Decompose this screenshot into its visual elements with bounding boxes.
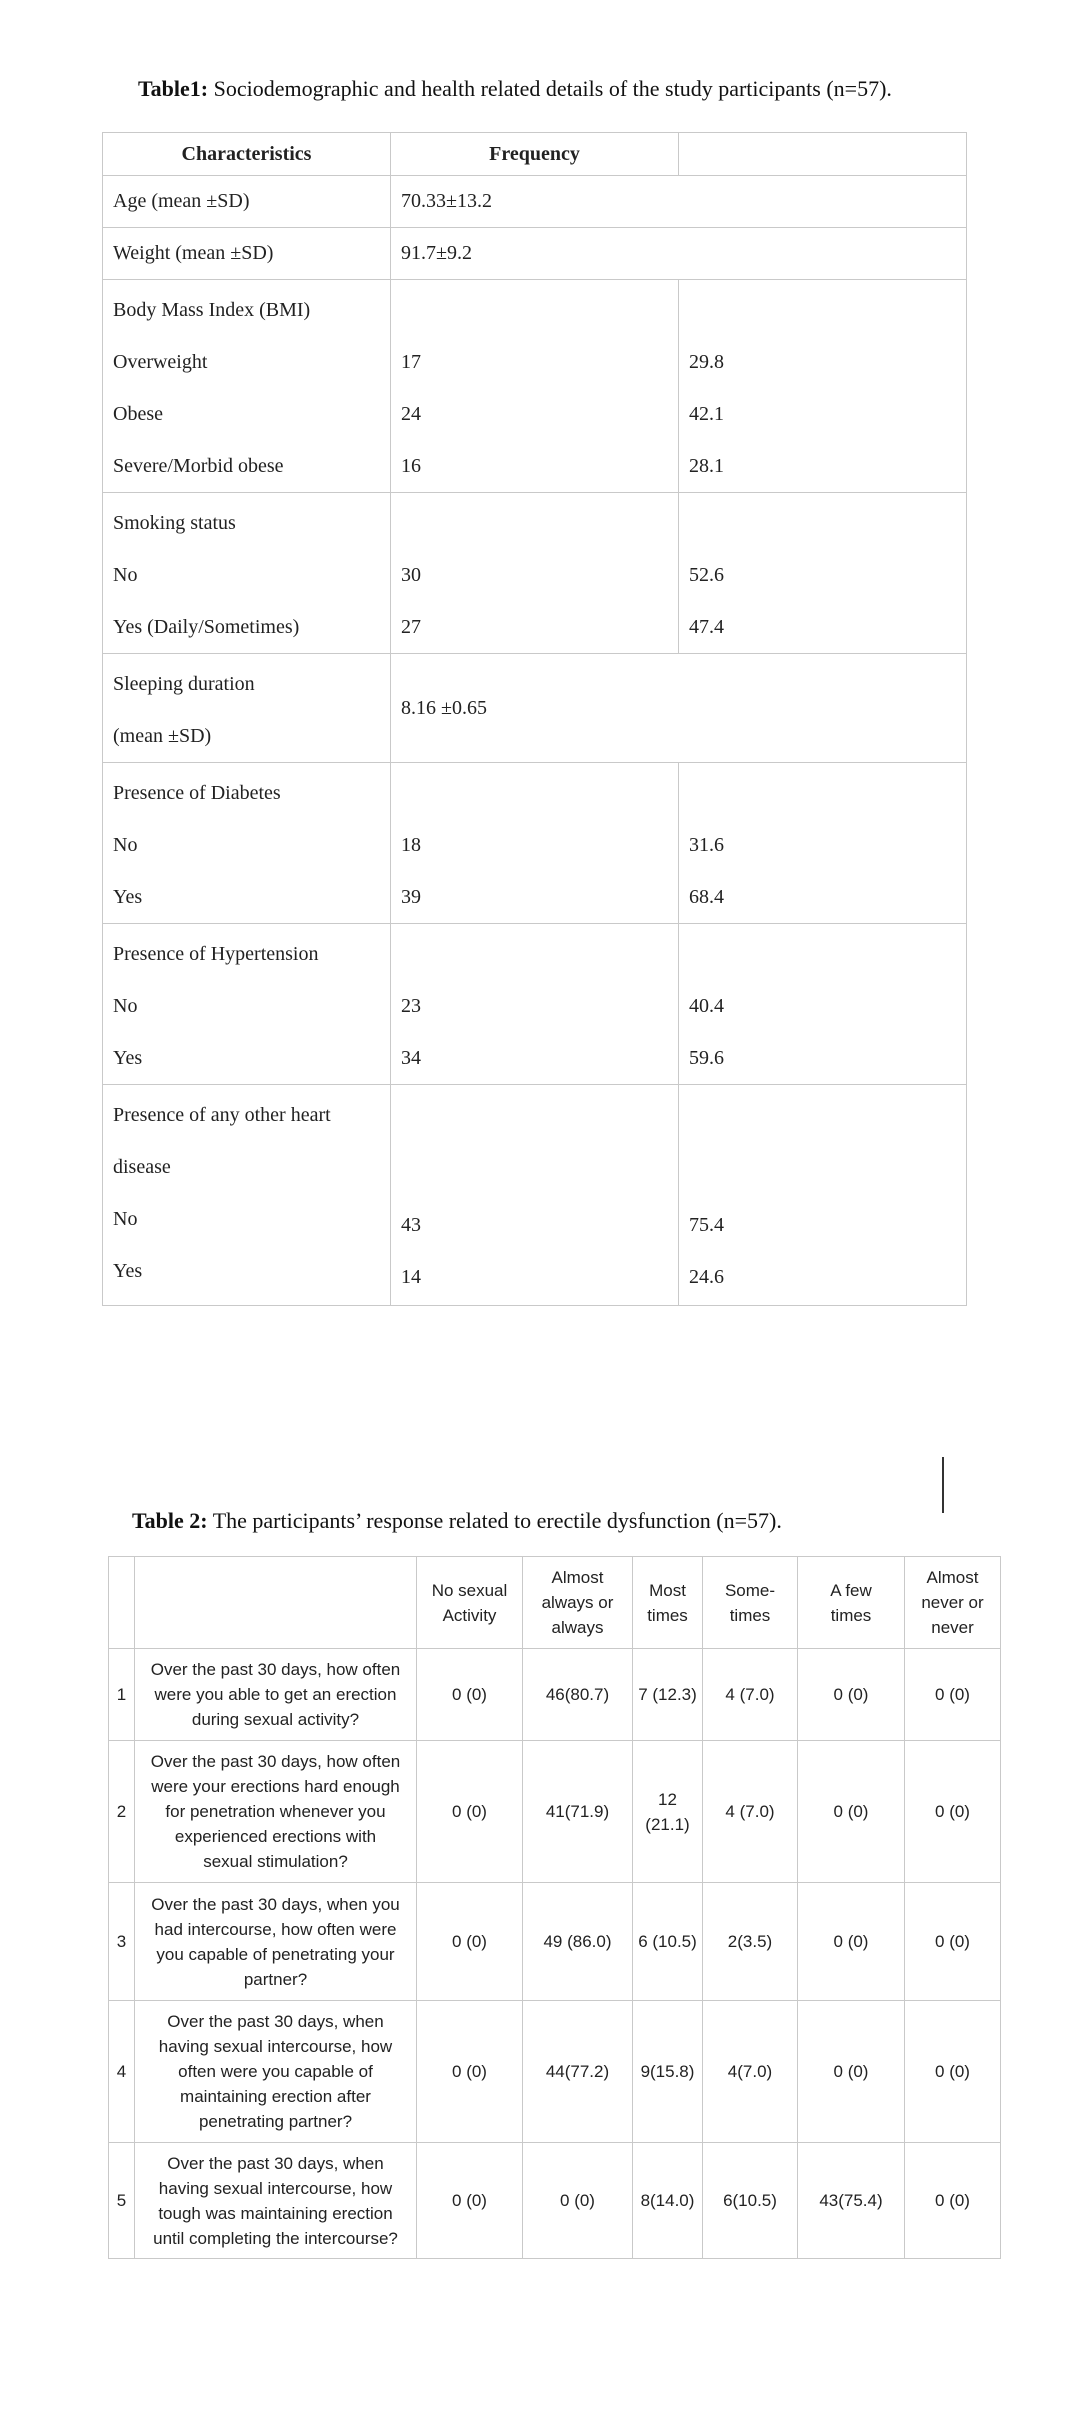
table1-row-bmi: [103, 280, 967, 493]
table1-header-frequency: Frequency: [391, 133, 679, 176]
hypertension-yes-pct: 59.6: [689, 1047, 724, 1069]
table2-caption-text: The participants’ response related to erectile dysfunction (n=57).: [207, 1508, 782, 1533]
cell-most-times: 8(14.0): [633, 2143, 703, 2259]
bmi-obese-pct: 42.1: [689, 403, 724, 425]
heart-heading-line1: Presence of any other heart: [113, 1104, 331, 1126]
diabetes-no-n: 18: [401, 834, 421, 856]
table1-caption-label: Table1:: [138, 76, 209, 101]
table1-row-sleep: [103, 654, 967, 763]
row-question: Over the past 30 days, when having sexual intercourse, how often were you capable of maintaining erection after penetrating partner?: [135, 2001, 417, 2143]
table-row: [109, 1649, 1001, 1741]
diabetes-no-label: No: [113, 834, 138, 856]
sleep-label-line2: (mean ±SD): [113, 725, 212, 747]
smoking-no-pct: 52.6: [689, 564, 724, 586]
table1-header-characteristics: Characteristics: [103, 133, 391, 176]
cell-no-activity: 0 (0): [417, 1741, 523, 1883]
heart-heading-line2: disease: [113, 1156, 171, 1178]
bmi-obese-n: 24: [401, 403, 421, 425]
cell-most-times: 7 (12.3): [633, 1649, 703, 1741]
table2-header-few-times: A few times: [798, 1557, 905, 1649]
hypertension-yes-label: Yes: [113, 1047, 143, 1069]
table1-row-age: [103, 176, 967, 228]
heart-yes-n: 14: [401, 1266, 421, 1288]
bmi-obese-label: Obese: [113, 403, 163, 425]
table-row: [109, 2143, 1001, 2259]
row-number: 2: [109, 1741, 135, 1883]
table2-header-sometimes: Some- times: [703, 1557, 798, 1649]
table-row: [109, 2001, 1001, 2143]
age-label: Age (mean ±SD): [113, 190, 250, 212]
row-question: Over the past 30 days, how often were you able to get an erection during sexual activity?: [135, 1649, 417, 1741]
table2-caption-label: Table 2:: [132, 1508, 208, 1533]
table1-row-smoking: [103, 493, 967, 654]
cell-almost-never: 0 (0): [905, 1883, 1001, 2001]
cell-sometimes: 6(10.5): [703, 2143, 798, 2259]
hypertension-no-label: No: [113, 995, 138, 1017]
smoking-yes-n: 27: [401, 616, 421, 638]
table-row: [109, 1883, 1001, 2001]
row-question: Over the past 30 days, when you had intercourse, how often were you capable of penetrating your partner?: [135, 1883, 417, 2001]
table1-row-weight: [103, 228, 967, 280]
cell-few-times: 0 (0): [798, 2001, 905, 2143]
hypertension-yes-n: 34: [401, 1047, 421, 1069]
cell-most-times: 9(15.8): [633, 2001, 703, 2143]
heart-no-label: No: [113, 1208, 138, 1230]
cell-no-activity: 0 (0): [417, 2143, 523, 2259]
table2-caption: [132, 1508, 782, 1534]
smoking-yes-label: Yes (Daily/Sometimes): [113, 616, 300, 638]
heart-no-pct: 75.4: [689, 1214, 724, 1236]
diabetes-yes-pct: 68.4: [689, 886, 724, 908]
smoking-no-label: No: [113, 564, 138, 586]
hypertension-heading: Presence of Hypertension: [113, 943, 319, 965]
diabetes-yes-n: 39: [401, 886, 421, 908]
diabetes-yes-label: Yes: [113, 886, 143, 908]
diabetes-heading: Presence of Diabetes: [113, 782, 281, 804]
cell-almost-never: 0 (0): [905, 1741, 1001, 1883]
hypertension-no-n: 23: [401, 995, 421, 1017]
table1-header-row: [103, 133, 967, 176]
table1-caption: [138, 76, 892, 102]
row-number: 3: [109, 1883, 135, 2001]
bmi-severe-pct: 28.1: [689, 455, 724, 477]
bmi-severe-n: 16: [401, 455, 421, 477]
table2-header-row: [109, 1557, 1001, 1649]
table-row: [109, 1741, 1001, 1883]
table2-header-question: [135, 1557, 417, 1649]
cell-almost-never: 0 (0): [905, 2143, 1001, 2259]
age-value: 70.33±13.2: [401, 190, 492, 212]
table2-header-almost-never: Almost never or never: [905, 1557, 1001, 1649]
cell-few-times: 0 (0): [798, 1649, 905, 1741]
smoking-no-n: 30: [401, 564, 421, 586]
smoking-yes-pct: 47.4: [689, 616, 724, 638]
bmi-overweight-label: Overweight: [113, 351, 208, 373]
row-number: 1: [109, 1649, 135, 1741]
table1: [102, 132, 967, 1306]
row-number: 4: [109, 2001, 135, 2143]
cell-almost-always: 44(77.2): [523, 2001, 633, 2143]
bmi-overweight-pct: 29.8: [689, 351, 724, 373]
cell-few-times: 0 (0): [798, 1883, 905, 2001]
cell-sometimes: 4(7.0): [703, 2001, 798, 2143]
text-cursor: [942, 1457, 944, 1513]
table1-caption-text: Sociodemographic and health related details of the study participants (n=57).: [208, 76, 892, 101]
table2-header-num: [109, 1557, 135, 1649]
bmi-overweight-n: 17: [401, 351, 421, 373]
bmi-severe-label: Severe/Morbid obese: [113, 455, 284, 477]
table2-header-no-activity: No sexual Activity: [417, 1557, 523, 1649]
table1-row-diabetes: [103, 763, 967, 924]
cell-no-activity: 0 (0): [417, 2001, 523, 2143]
table2: [108, 1556, 1001, 2259]
row-question: Over the past 30 days, when having sexual intercourse, how tough was maintaining erection until completing the intercourse?: [135, 2143, 417, 2259]
heart-no-n: 43: [401, 1214, 421, 1236]
cell-almost-always: 41(71.9): [523, 1741, 633, 1883]
cell-sometimes: 2(3.5): [703, 1883, 798, 2001]
hypertension-no-pct: 40.4: [689, 995, 724, 1017]
bmi-heading: Body Mass Index (BMI): [113, 299, 311, 321]
diabetes-no-pct: 31.6: [689, 834, 724, 856]
cell-sometimes: 4 (7.0): [703, 1741, 798, 1883]
table1-header-blank: [679, 133, 967, 176]
weight-value: 91.7±9.2: [401, 242, 472, 264]
cell-no-activity: 0 (0): [417, 1883, 523, 2001]
cell-most-times: 6 (10.5): [633, 1883, 703, 2001]
cell-almost-never: 0 (0): [905, 1649, 1001, 1741]
cell-sometimes: 4 (7.0): [703, 1649, 798, 1741]
cell-most-times: 12 (21.1): [633, 1741, 703, 1883]
row-question: Over the past 30 days, how often were your erections hard enough for penetration whenever you experienced erections with sexual stimulation?: [135, 1741, 417, 1883]
sleep-value: 8.16 ±0.65: [401, 697, 487, 719]
row-number: 5: [109, 2143, 135, 2259]
cell-few-times: 0 (0): [798, 1741, 905, 1883]
weight-label: Weight (mean ±SD): [113, 242, 274, 264]
cell-almost-always: 49 (86.0): [523, 1883, 633, 2001]
heart-yes-pct: 24.6: [689, 1266, 724, 1288]
cell-almost-never: 0 (0): [905, 2001, 1001, 2143]
cell-few-times: 43(75.4): [798, 2143, 905, 2259]
table1-row-hypertension: [103, 924, 967, 1085]
smoking-heading: Smoking status: [113, 512, 236, 534]
table2-header-almost-always: Almost always or always: [523, 1557, 633, 1649]
cell-almost-always: 46(80.7): [523, 1649, 633, 1741]
cell-no-activity: 0 (0): [417, 1649, 523, 1741]
table2-header-most-times: Most times: [633, 1557, 703, 1649]
table1-row-heart: [103, 1085, 967, 1306]
sleep-label-line1: Sleeping duration: [113, 673, 255, 695]
heart-yes-label: Yes: [113, 1260, 143, 1282]
cell-almost-always: 0 (0): [523, 2143, 633, 2259]
